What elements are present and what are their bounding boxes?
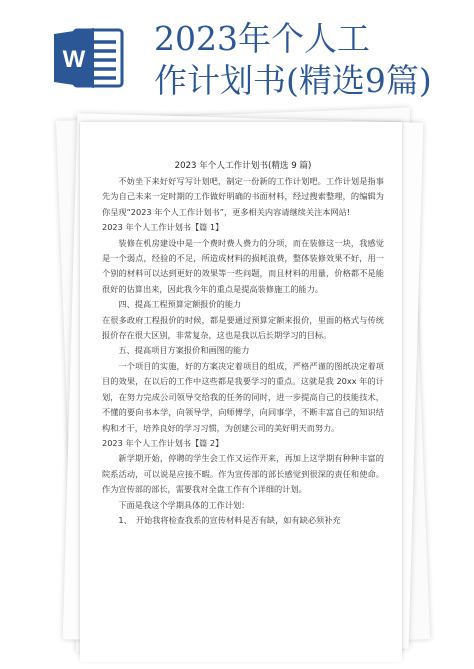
page-title bbox=[154, 18, 464, 102]
subheading-five: 五、提高项目方案报价和画图的能力 bbox=[118, 345, 250, 356]
document-title: 2023 年个人工作计划书(精选 9 篇) bbox=[174, 161, 312, 171]
subheading-four: 四、提高工程预算定额报价的能力 bbox=[118, 299, 242, 310]
paragraph-budget: 在很多政府工程报价的时候，都是要通过预算定额来报价，里面的格式与传统报价存在很大区别，非常复杂，这也是我以后长期学习的目标。 bbox=[102, 314, 384, 341]
paragraph-intro: 不妨坐下来好好写写计划吧，制定一份新的工作计划吧。工作计划是指事先为自己未来一定时期的工作做好明确的书面材料，经过搜索整理，的编辑为你呈现“2023 年个人工作计划书”，更多相关内容请继续关注本网站! bbox=[102, 176, 384, 217]
document-page bbox=[80, 122, 402, 662]
page-title-line-1: 2023年个人工 bbox=[154, 19, 370, 58]
bottom-fade bbox=[0, 649, 474, 669]
word-logo-letter: W bbox=[62, 46, 86, 73]
section-heading-2: 2023 年个人工作计划书【篇 2】 bbox=[102, 437, 224, 448]
microsoft-word-icon bbox=[52, 24, 126, 92]
paragraph-plan-intro: 下面是我这个学期具体的工作计划： bbox=[118, 499, 250, 510]
paragraph-project: 一个项目的实施，好的方案决定着项目的组成，严格严谨的图纸决定着项目的效果，在以后的工作中这些都是我要学习的重点。这就是我 20xx 年的计划，在努力完成公司领导交给我的任务的同时，进一步提高自己的技能技术，不懂的要向书本学，向领导学，向师傅学，向同事学，不断丰富自己的知识结构和才干，培养良好的学习习惯，为创建公司的美好明天而努力。 bbox=[102, 360, 384, 433]
paragraph-decoration: 装修在机房建设中是一个费时费人费力的分项，而在装修这一块，我感觉是一个弱点，经验的不足，所造成材料的损耗浪费，整体装修效果不好，用一个别的材料可以达到更好的效果等一些问题，而且材料的用量，价格都不是能很好的估算出来，因此我今年的重点是提高装修施工的能力。 bbox=[102, 237, 384, 294]
paragraph-semester: 新学期开始，停聘的学生会工作又运作开来，再加上这学期有种种丰富的院系活动，可以说是应接不暇。作为宣传部的部长感觉到很深的责任和使命。作为宣传部的部长，需要我对全盘工作有个详细的计划。 bbox=[102, 453, 384, 495]
section-heading-1: 2023 年个人工作计划书【篇 1】 bbox=[102, 222, 224, 233]
header-banner bbox=[0, 0, 474, 110]
page-title-line-2: 作计划书(精选9篇) bbox=[154, 61, 432, 100]
list-item-1: 1、 开始我将检查我系的宣传材料是否有缺，如有缺必须补充 bbox=[118, 514, 341, 525]
document-body bbox=[102, 158, 384, 528]
